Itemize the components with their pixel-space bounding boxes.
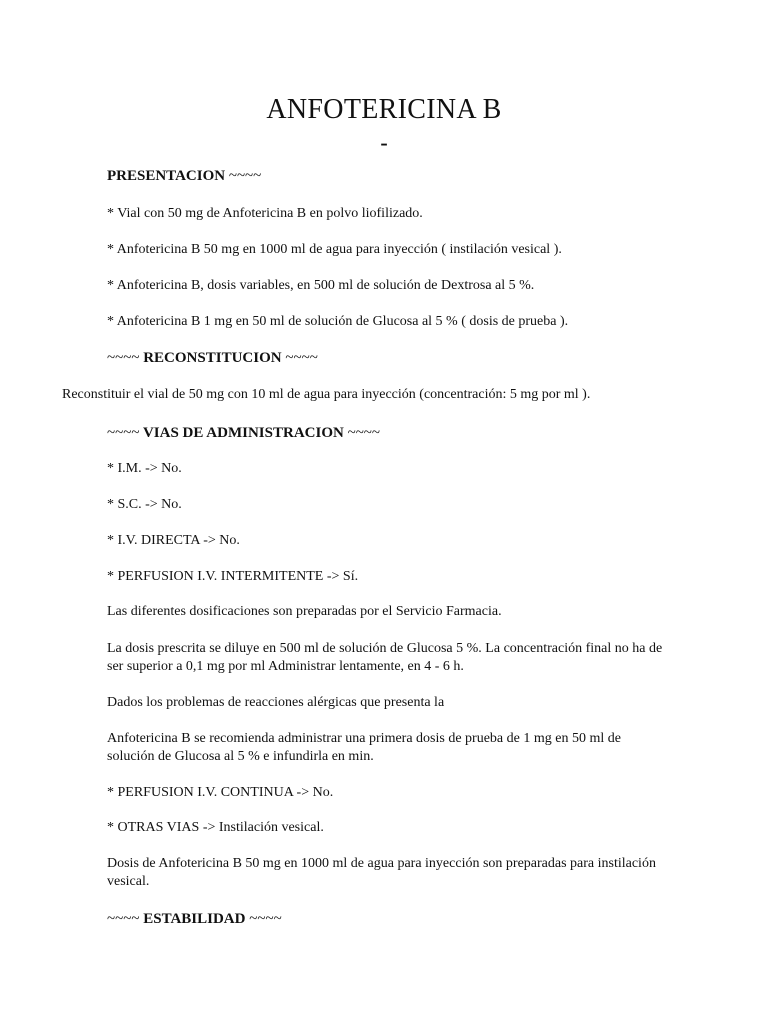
heading-estabilidad-suffix: ~~~~ <box>249 911 282 927</box>
heading-vias-suffix: ~~~~ <box>347 425 381 441</box>
heading-estabilidad-label: ESTABILIDAD <box>143 911 246 927</box>
vias-item: * I.V. DIRECTA -> No. <box>107 533 240 548</box>
reconstitucion-text: Reconstituir el vial de 50 mg con 10 ml de agua para inyección (concentración: 5 mg por ml ). <box>62 387 591 402</box>
heading-estabilidad-prefix: ~~~~ <box>107 911 140 927</box>
presentacion-item: * Vial con 50 mg de Anfotericina B en polvo liofilizado. <box>107 206 423 221</box>
vias-paragraph: Las diferentes dosificaciones son preparadas por el Servicio Farmacia. <box>107 604 502 619</box>
heading-reconstitucion-suffix: ~~~~ <box>285 350 318 366</box>
vias-paragraph: Anfotericina B se recomienda administrar una primera dosis de prueba de 1 mg en 50 ml de solución de Glucosa al 5 % e infundirla en min. <box>107 731 621 764</box>
heading-reconstitucion <box>107 349 318 367</box>
presentacion-item: * Anfotericina B 1 mg en 50 ml de solución de Glucosa al 5 % ( dosis de prueba ). <box>107 314 569 329</box>
heading-vias <box>107 424 380 442</box>
presentacion-item: * Anfotericina B 50 mg en 1000 ml de agua para inyección ( instilación vesical ). <box>107 242 562 257</box>
vias-item: * OTRAS VIAS -> Instilación vesical. <box>107 820 324 835</box>
presentacion-item: * Anfotericina B, dosis variables, en 500 ml de solución de Dextrosa al 5 %. <box>107 278 535 293</box>
vias-item: * PERFUSION I.V. INTERMITENTE -> Sí. <box>107 569 359 584</box>
vias-item: * PERFUSION I.V. CONTINUA -> No. <box>107 785 334 800</box>
heading-vias-prefix: ~~~~ <box>107 425 140 441</box>
heading-reconstitucion-prefix: ~~~~ <box>107 350 140 366</box>
page-title: ANFOTERICINA B <box>266 94 502 125</box>
heading-estabilidad <box>107 910 282 928</box>
vias-paragraph: Dados los problemas de reacciones alérgicas que presenta la <box>107 695 445 710</box>
heading-presentacion <box>107 167 261 185</box>
vias-item: * I.M. -> No. <box>107 461 182 476</box>
vias-paragraph: Dosis de Anfotericina B 50 mg en 1000 ml de agua para inyección son preparadas para instilación vesical. <box>107 856 656 889</box>
vias-paragraph: La dosis prescrita se diluye en 500 ml de solución de Glucosa 5 %. La concentración final no ha de ser superior a 0,1 mg por ml Administrar lentamente, en 4 - 6 h. <box>107 641 663 674</box>
heading-presentacion-label: PRESENTACION <box>107 168 226 184</box>
vias-item: * S.C. -> No. <box>107 497 182 512</box>
heading-reconstitucion-label: RECONSTITUCION <box>143 350 282 366</box>
title-dash: - <box>380 130 388 155</box>
heading-presentacion-suffix: ~~~~ <box>228 168 262 184</box>
heading-vias-label: VIAS DE ADMINISTRACION <box>142 425 344 441</box>
